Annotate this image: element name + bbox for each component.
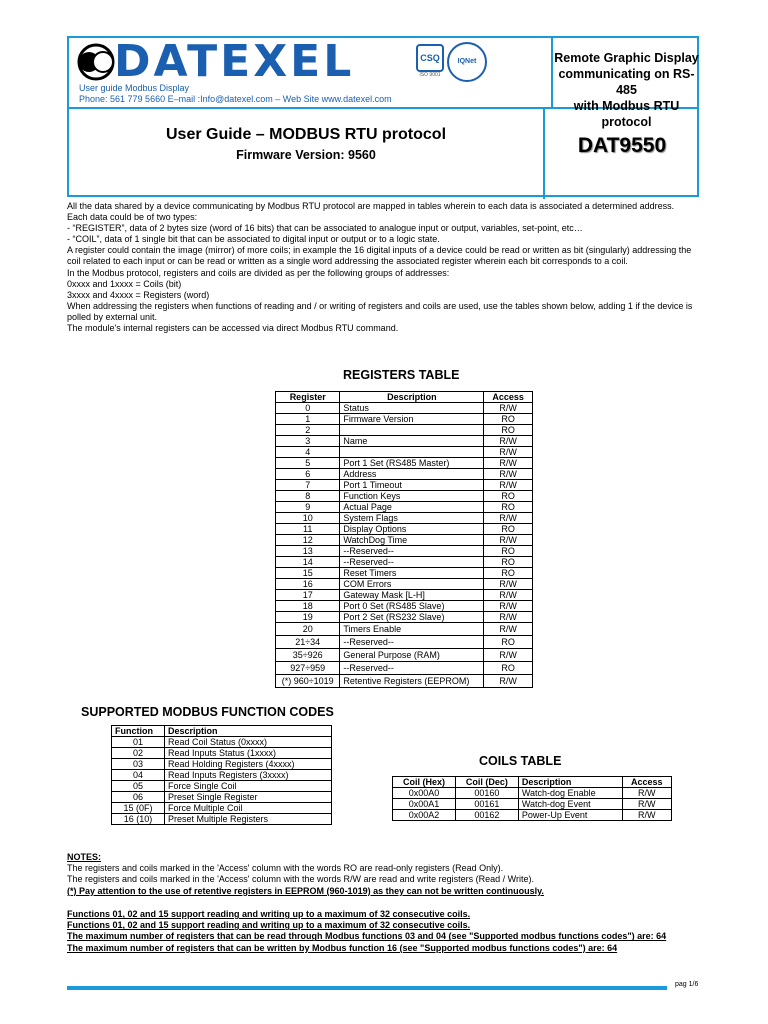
table-cell: Retentive Registers (EEPROM) bbox=[340, 675, 484, 688]
table-cell: 4 bbox=[276, 447, 340, 458]
registers-table-title: REGISTERS TABLE bbox=[343, 368, 460, 382]
table-cell: Preset Single Register bbox=[165, 792, 332, 803]
table-cell: Port 0 Set (RS485 Slave) bbox=[340, 601, 484, 612]
table-row bbox=[276, 469, 533, 480]
table-cell: Address bbox=[340, 469, 484, 480]
table-cell: RO bbox=[484, 491, 533, 502]
table-cell: 04 bbox=[112, 770, 165, 781]
table-cell: 21÷34 bbox=[276, 636, 340, 649]
table-cell: Read Inputs Registers (3xxxx) bbox=[165, 770, 332, 781]
note-line: The registers and coils marked in the 'Access' column with the words R/W are read and write registers (Read / Write). bbox=[67, 874, 534, 885]
table-cell: 05 bbox=[112, 781, 165, 792]
limit-line: Functions 01, 02 and 15 support reading and writing up to a maximum of 32 consecutive coils. bbox=[67, 920, 471, 931]
function-codes-table bbox=[111, 725, 332, 825]
table-cell: Gateway Mask [L-H] bbox=[340, 590, 484, 601]
table-cell: R/W bbox=[484, 675, 533, 688]
notes-title: NOTES: bbox=[67, 852, 102, 862]
table-cell: 8 bbox=[276, 491, 340, 502]
table-row bbox=[276, 579, 533, 590]
table-cell: 0x00A1 bbox=[393, 799, 456, 810]
column-header: Coil (Dec) bbox=[455, 777, 518, 788]
table-cell: 927÷959 bbox=[276, 662, 340, 675]
table-cell: COM Errors bbox=[340, 579, 484, 590]
table-cell: Power-Up Event bbox=[518, 810, 622, 821]
table-cell: 0x00A0 bbox=[393, 788, 456, 799]
table-row bbox=[276, 491, 533, 502]
table-row bbox=[276, 447, 533, 458]
notes-section bbox=[67, 852, 717, 897]
table-row bbox=[276, 636, 533, 649]
function-limits bbox=[67, 909, 717, 954]
table-row bbox=[276, 480, 533, 491]
table-row bbox=[276, 601, 533, 612]
table-cell: 1 bbox=[276, 414, 340, 425]
table-row bbox=[276, 414, 533, 425]
table-cell: 35÷926 bbox=[276, 649, 340, 662]
table-cell: R/W bbox=[484, 623, 533, 636]
table-cell: RO bbox=[484, 662, 533, 675]
table-cell: 17 bbox=[276, 590, 340, 601]
column-header: Description bbox=[165, 726, 332, 737]
table-cell: R/W bbox=[484, 590, 533, 601]
table-cell: R/W bbox=[484, 403, 533, 414]
table-row bbox=[393, 788, 672, 799]
table-cell: R/W bbox=[484, 513, 533, 524]
table-cell: 5 bbox=[276, 458, 340, 469]
eeprom-warning: (*) Pay attention to the use of retentive registers in EEPROM (960-1019) as they can not be written continuously. bbox=[67, 885, 544, 896]
limit-line: The maximum number of registers that can be written by Modbus function 16 (see "Supported modbus functions codes") are: 64 bbox=[67, 942, 618, 953]
table-cell: RO bbox=[484, 524, 533, 535]
table-cell: 15 (0F) bbox=[112, 803, 165, 814]
table-cell: --Reserved-- bbox=[340, 636, 484, 649]
table-cell: Port 1 Timeout bbox=[340, 480, 484, 491]
table-cell: Force Multiple Coil bbox=[165, 803, 332, 814]
table-cell: 13 bbox=[276, 546, 340, 557]
column-header: Register bbox=[276, 392, 340, 403]
table-cell: RO bbox=[484, 425, 533, 436]
table-cell: R/W bbox=[622, 810, 671, 821]
table-cell: Name bbox=[340, 436, 484, 447]
table-row bbox=[276, 546, 533, 557]
table-cell: --Reserved-- bbox=[340, 662, 484, 675]
table-cell: 06 bbox=[112, 792, 165, 803]
table-cell: --Reserved-- bbox=[340, 557, 484, 568]
table-row bbox=[276, 425, 533, 436]
table-cell bbox=[340, 425, 484, 436]
column-header: Description bbox=[340, 392, 484, 403]
table-cell: RO bbox=[484, 636, 533, 649]
table-cell: Read Holding Registers (4xxxx) bbox=[165, 759, 332, 770]
table-cell: RO bbox=[484, 557, 533, 568]
table-cell: R/W bbox=[484, 649, 533, 662]
table-row bbox=[276, 623, 533, 636]
csq-cert-badge: CSQ ISO 9001 bbox=[416, 44, 444, 90]
table-cell: 00161 bbox=[455, 799, 518, 810]
table-cell: 19 bbox=[276, 612, 340, 623]
table-row bbox=[393, 810, 672, 821]
table-row bbox=[276, 535, 533, 546]
table-cell: Watch-dog Event bbox=[518, 799, 622, 810]
limit-line: Functions 01, 02 and 15 support reading and writing up to a maximum of 32 consecutive coils. bbox=[67, 909, 471, 919]
table-cell: 7 bbox=[276, 480, 340, 491]
table-row bbox=[276, 436, 533, 447]
table-cell: 9 bbox=[276, 502, 340, 513]
table-cell: Function Keys bbox=[340, 491, 484, 502]
table-cell bbox=[340, 447, 484, 458]
table-cell: 01 bbox=[112, 737, 165, 748]
table-cell: Force Single Coil bbox=[165, 781, 332, 792]
table-cell: --Reserved-- bbox=[340, 546, 484, 557]
table-cell: 6 bbox=[276, 469, 340, 480]
product-title: Remote Graphic Display communicating on RS-485 with Modbus RTU protocol bbox=[554, 51, 699, 129]
table-cell: General Purpose (RAM) bbox=[340, 649, 484, 662]
contact-line: Phone: 561 779 5660 E–mail :Info@datexel.com – Web Site www.datexel.com bbox=[79, 94, 392, 104]
table-cell: R/W bbox=[484, 612, 533, 623]
column-header: Description bbox=[518, 777, 622, 788]
table-cell: Timers Enable bbox=[340, 623, 484, 636]
table-cell: R/W bbox=[484, 447, 533, 458]
table-row bbox=[112, 759, 332, 770]
table-cell: R/W bbox=[622, 799, 671, 810]
registers-table bbox=[275, 391, 533, 688]
table-cell: 3 bbox=[276, 436, 340, 447]
table-cell: 16 bbox=[276, 579, 340, 590]
table-cell: WatchDog Time bbox=[340, 535, 484, 546]
table-row bbox=[276, 568, 533, 579]
table-row bbox=[112, 748, 332, 759]
table-cell: Port 1 Set (RS485 Master) bbox=[340, 458, 484, 469]
table-row bbox=[276, 612, 533, 623]
table-cell: 18 bbox=[276, 601, 340, 612]
table-row bbox=[276, 662, 533, 675]
guide-caption: User guide Modbus Display bbox=[79, 83, 190, 93]
table-row bbox=[276, 649, 533, 662]
table-cell: Display Options bbox=[340, 524, 484, 535]
column-header: Access bbox=[484, 392, 533, 403]
table-row bbox=[393, 799, 672, 810]
iqnet-cert-badge: IQNet bbox=[447, 42, 487, 82]
table-cell: 0x00A2 bbox=[393, 810, 456, 821]
table-cell: 0 bbox=[276, 403, 340, 414]
table-cell: System Flags bbox=[340, 513, 484, 524]
note-line: The registers and coils marked in the 'Access' column with the words RO are read-only registers (Read Only). bbox=[67, 863, 504, 874]
table-cell: RO bbox=[484, 546, 533, 557]
table-cell: Port 2 Set (RS232 Slave) bbox=[340, 612, 484, 623]
table-cell: 03 bbox=[112, 759, 165, 770]
header-divider bbox=[551, 38, 553, 107]
column-header: Access bbox=[622, 777, 671, 788]
table-cell: Status bbox=[340, 403, 484, 414]
table-cell: R/W bbox=[484, 480, 533, 491]
model-number: DAT9550 bbox=[577, 134, 667, 157]
table-cell: Reset Timers bbox=[340, 568, 484, 579]
coils-table-title: COILS TABLE bbox=[479, 754, 562, 768]
footer-rule bbox=[67, 986, 667, 990]
table-cell: 2 bbox=[276, 425, 340, 436]
table-cell: 14 bbox=[276, 557, 340, 568]
table-row bbox=[276, 557, 533, 568]
table-cell: Firmware Version bbox=[340, 414, 484, 425]
table-cell: Read Coil Status (0xxxx) bbox=[165, 737, 332, 748]
table-row bbox=[112, 792, 332, 803]
table-row bbox=[276, 513, 533, 524]
coils-table bbox=[392, 776, 672, 821]
column-header: Function bbox=[112, 726, 165, 737]
table-cell: RO bbox=[484, 414, 533, 425]
table-cell: R/W bbox=[622, 788, 671, 799]
table-cell: Actual Page bbox=[340, 502, 484, 513]
table-cell: R/W bbox=[484, 458, 533, 469]
table-cell: R/W bbox=[484, 436, 533, 447]
table-cell: R/W bbox=[484, 535, 533, 546]
datexel-logo-icon bbox=[75, 43, 117, 81]
header-box bbox=[67, 36, 699, 197]
table-row bbox=[112, 737, 332, 748]
table-row bbox=[276, 524, 533, 535]
table-row bbox=[112, 770, 332, 781]
firmware-version: Firmware Version: 9560 bbox=[236, 148, 376, 162]
table-cell: 16 (10) bbox=[112, 814, 165, 825]
logo-wordmark: DATEXEL bbox=[114, 36, 355, 87]
table-row bbox=[112, 781, 332, 792]
function-codes-title: SUPPORTED MODBUS FUNCTION CODES bbox=[81, 705, 334, 719]
table-cell: R/W bbox=[484, 579, 533, 590]
table-row bbox=[112, 814, 332, 825]
table-cell: RO bbox=[484, 502, 533, 513]
table-cell: 15 bbox=[276, 568, 340, 579]
table-cell: 00162 bbox=[455, 810, 518, 821]
guide-title: User Guide – MODBUS RTU protocol bbox=[165, 126, 447, 143]
table-cell: R/W bbox=[484, 469, 533, 480]
column-header: Coil (Hex) bbox=[393, 777, 456, 788]
table-cell: 02 bbox=[112, 748, 165, 759]
intro-text: All the data shared by a device communicating by Modbus RTU protocol are mapped in tables wherein to each data is associated a determined address. Each data could be of two types: - “REGISTER”, data of 2 bytes size (word of 16 bits) that can be associated to analogue input or output, variables, set-point, etc… - “COIL”, data of 1 single bit that can be associated to digital input or output or to a logic state. A register could contain the image (mirror) of more coils; in example the 16 digital inputs of a device could be read or written as bit (singularly) addressing the coil related to each input or can be read or written as a single word addressing the associated register wherein each bit corresponds to a coil. In the Modbus protocol, registers and coils are divided as per the following groups of addresses: 0xxxx and 1xxxx = Coils (bit) 3xxxx and 4xxxx = Registers (word) When addressing the registers when functions of reading and / or writing of registers and coils are used, use the tables shown below, adding 1 if the device is polled by external unit. The module's internal registers can be accessed via direct Modbus RTU command. bbox=[67, 201, 693, 334]
table-cell: RO bbox=[484, 568, 533, 579]
table-cell: 20 bbox=[276, 623, 340, 636]
table-cell: Read Inputs Status (1xxxx) bbox=[165, 748, 332, 759]
table-row bbox=[276, 458, 533, 469]
table-cell: 10 bbox=[276, 513, 340, 524]
table-row bbox=[112, 803, 332, 814]
table-cell: 11 bbox=[276, 524, 340, 535]
table-cell: Watch-dog Enable bbox=[518, 788, 622, 799]
table-cell: Preset Multiple Registers bbox=[165, 814, 332, 825]
table-cell: R/W bbox=[484, 601, 533, 612]
table-row bbox=[276, 502, 533, 513]
table-row bbox=[276, 590, 533, 601]
page-number: pag 1/6 bbox=[675, 981, 699, 988]
limit-line: The maximum number of registers that can be read through Modbus functions 03 and 04 (see "Supported modbus functions codes") are: 64 bbox=[67, 931, 667, 942]
table-cell: (*) 960÷1019 bbox=[276, 675, 340, 688]
table-cell: 00160 bbox=[455, 788, 518, 799]
table-row bbox=[276, 675, 533, 688]
table-cell: 12 bbox=[276, 535, 340, 546]
table-row bbox=[276, 403, 533, 414]
